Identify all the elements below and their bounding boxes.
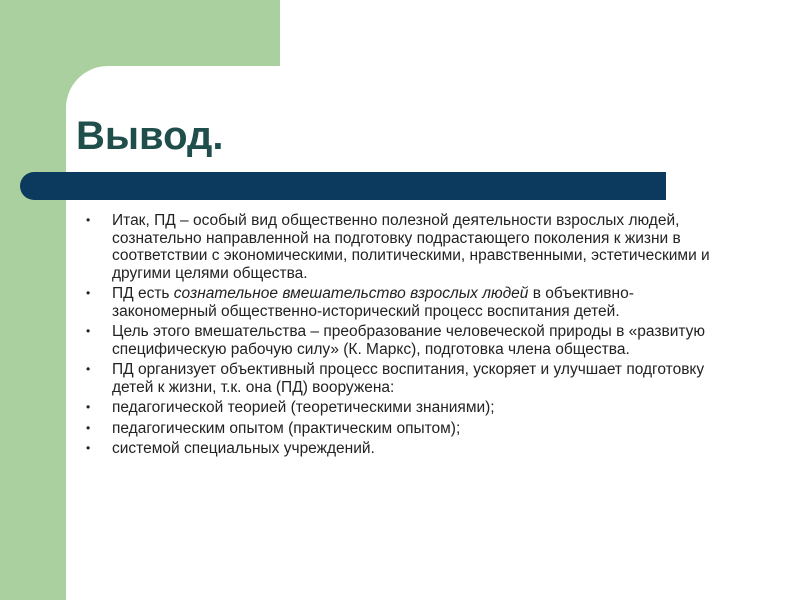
- list-item: [80, 361, 730, 396]
- list-item-text: Цель этого вмешательства – преобразование человеческой природы в «развитую специфическую рабочую силу» (К. Маркс), подготовка члена общества.: [112, 323, 706, 358]
- bullet-icon: •: [86, 400, 91, 414]
- bullet-icon: •: [86, 362, 91, 376]
- list-item: [80, 212, 730, 282]
- list-item: [80, 440, 730, 458]
- list-item: [80, 323, 730, 358]
- list-item: [80, 285, 730, 320]
- bullet-icon: •: [86, 213, 91, 227]
- list-item-text: в объективно-закономерный общественно-исторический процесс воспитания детей.: [112, 285, 634, 320]
- list-item-emphasis: сознательное вмешательство взрослых людей: [173, 285, 529, 302]
- bullet-icon: •: [86, 286, 91, 300]
- list-item-text: ПД организует объективный процесс воспитания, ускоряет и улучшает подготовку детей к жизни, т.к. она (ПД) вооружена:: [112, 361, 705, 396]
- slide-title: Вывод.: [76, 114, 224, 158]
- bullet-list: [80, 212, 730, 461]
- list-item-text: системой специальных учреждений.: [112, 440, 375, 457]
- list-item-text: Итак, ПД – особый вид общественно полезной деятельности взрослых людей, сознательно направленной на подготовку подрастающего поколения к жизни в соответствии с экономическими, политическими, нравственными, эстетическими и другими целями общества.: [112, 212, 710, 282]
- list-item: [80, 420, 730, 438]
- bullet-icon: •: [86, 324, 91, 338]
- bullet-icon: •: [86, 420, 91, 435]
- bullet-icon: •: [86, 441, 91, 455]
- title-underline-bar: [20, 172, 666, 200]
- list-item-text: педагогическим опытом (практическим опытом);: [112, 419, 461, 437]
- list-item: [80, 399, 730, 417]
- list-item-text: ПД есть: [112, 285, 174, 302]
- list-item-text: педагогической теорией (теоретическими знаниями);: [112, 399, 495, 416]
